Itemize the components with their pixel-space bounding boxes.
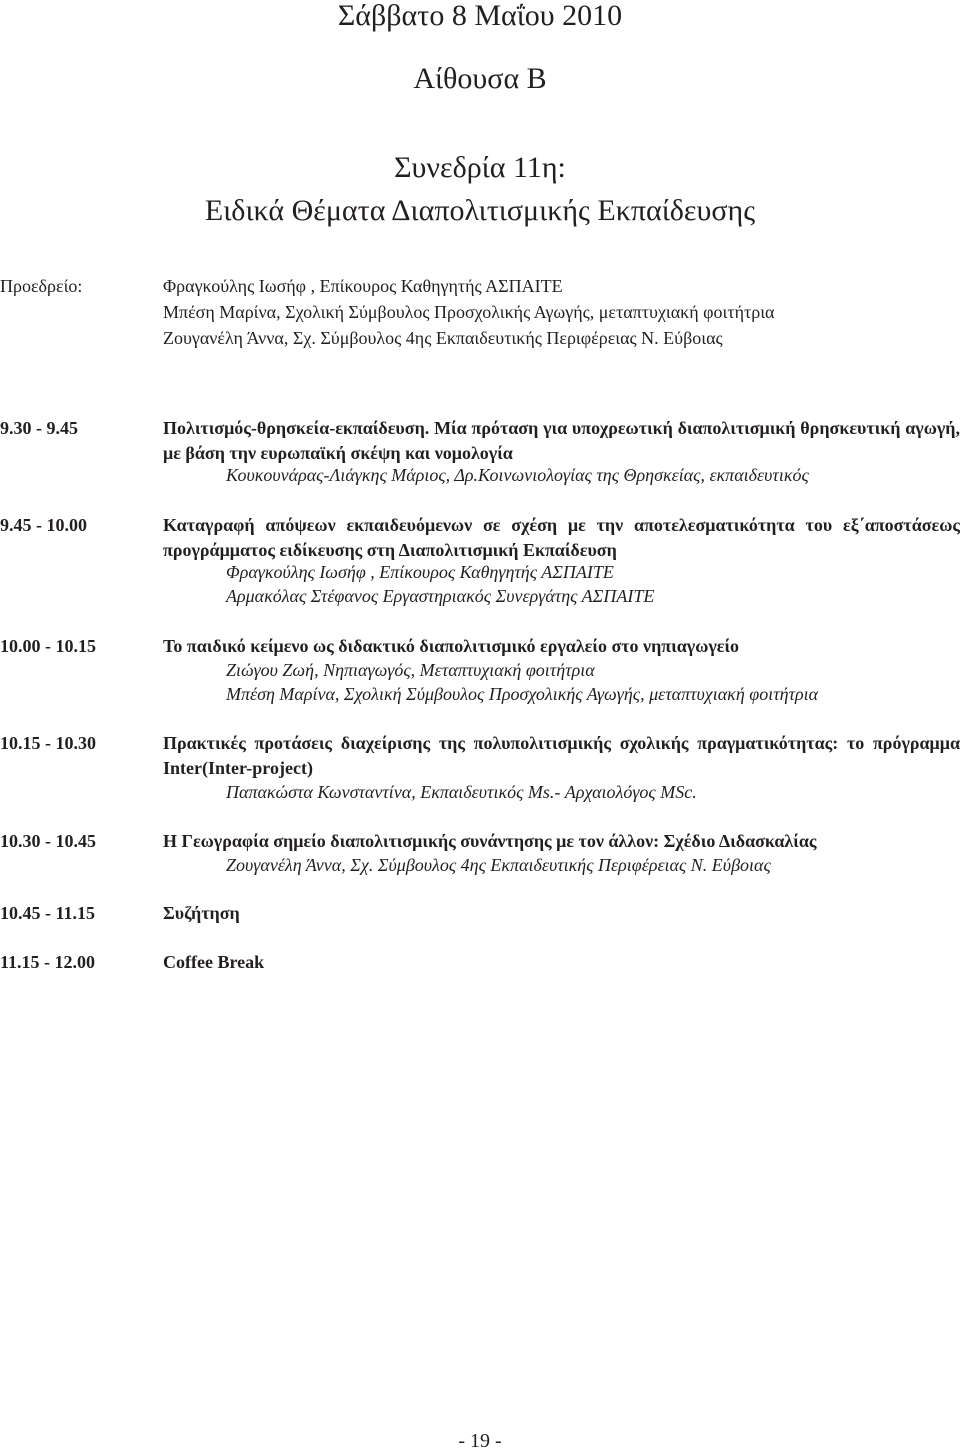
session-title: Συνεδρία 11η: — [394, 151, 566, 184]
speaker: Ζιώγου Ζωή, Νηπιαγωγός, Μεταπτυχιακή φοιτήτρια — [226, 660, 595, 680]
hall-heading: Αίθουσα Β — [413, 62, 547, 95]
session-paper-title: Καταγραφή απόψεων εκπαιδευόμενων σε σχέση με την αποτελεσματικότητα του εξ΄αποστάσεως προγράμματος ειδίκευσης στη Διαπολιτισμική Εκπαίδευση — [163, 515, 960, 560]
speaker: Παπακώστα Κωνσταντίνα, Εκπαιδευτικός Ms.- Αρχαιολόγος MSc. — [226, 782, 697, 802]
session-time: 9.30 - 9.45 — [0, 418, 78, 438]
session-time: 10.30 - 10.45 — [0, 831, 96, 851]
date-heading: Σάββατο 8 Μαΐου 2010 — [337, 0, 623, 32]
speaker: Ζουγανέλη Άννα, Σχ. Σύμβουλος 4ης Εκπαιδευτικής Περιφέρειας Ν. Εύβοιας — [226, 855, 771, 875]
session-subtitle: Ειδικά Θέματα Διαπολιτισμικής Εκπαίδευσης — [204, 194, 756, 227]
chair-member: Φραγκούλης Ιωσήφ , Επίκουρος Καθηγητής ΑΣΠΑΙΤΕ — [163, 276, 563, 296]
speaker-list — [226, 782, 697, 806]
session-time: 10.15 - 10.30 — [0, 733, 96, 753]
chair-list — [163, 276, 775, 354]
session-time: 9.45 - 10.00 — [0, 515, 87, 535]
session-time: 10.00 - 10.15 — [0, 636, 96, 656]
session-paper-title: Συζήτηση — [163, 903, 240, 923]
speaker-list — [226, 660, 818, 708]
chair-label: Προεδρείο: — [0, 276, 83, 296]
speaker-list — [226, 465, 809, 489]
session-paper-title: Το παιδικό κείμενο ως διδακτικό διαπολιτισμικό εργαλείο στο νηπιαγωγείο — [163, 636, 740, 656]
speaker: Μπέση Μαρίνα, Σχολική Σύμβουλος Προσχολικής Αγωγής, μεταπτυχιακή φοιτήτρια — [226, 684, 819, 704]
session-time: 10.45 - 11.15 — [0, 903, 96, 923]
speaker: Κουκουνάρας-Λιάγκης Μάριος, Δρ.Κοινωνιολογίας της Θρησκείας, εκπαιδευτικός — [226, 465, 809, 485]
speaker-list — [226, 562, 654, 610]
page-number: - 19 - — [458, 1430, 502, 1452]
session-paper-title: Coffee Break — [163, 952, 265, 972]
chair-member: Ζουγανέλη Άννα, Σχ. Σύμβουλος 4ης Εκπαιδευτικής Περιφέρειας Ν. Εύβοιας — [163, 328, 723, 348]
session-paper-title: Πρακτικές προτάσεις διαχείρισης της πολυπολιτισμικής σχολικής πραγματικότητας: το πρόγραμμα Inter(Inter-project) — [163, 733, 960, 778]
speaker: Αρμακόλας Στέφανος Εργαστηριακός Συνεργάτης ΑΣΠΑΙΤΕ — [226, 586, 655, 606]
session-paper-title: Πολιτισμός-θρησκεία-εκπαίδευση. Μία πρόταση για υποχρεωτική διαπολιτισμική θρησκευτική αγωγή, με βάση την ευρωπαϊκή σκέψη και νομολογία — [163, 418, 960, 463]
session-time: 11.15 - 12.00 — [0, 952, 96, 972]
speaker-list — [226, 855, 771, 879]
chair-member: Μπέση Μαρίνα, Σχολική Σύμβουλος Προσχολικής Αγωγής, μεταπτυχιακή φοιτήτρια — [163, 302, 775, 322]
speaker: Φραγκούλης Ιωσήφ , Επίκουρος Καθηγητής ΑΣΠΑΙΤΕ — [226, 562, 614, 582]
session-paper-title: Η Γεωγραφία σημείο διαπολιτισμικής συνάντησης με τον άλλον: Σχέδιο Διδασκαλίας — [163, 831, 817, 851]
